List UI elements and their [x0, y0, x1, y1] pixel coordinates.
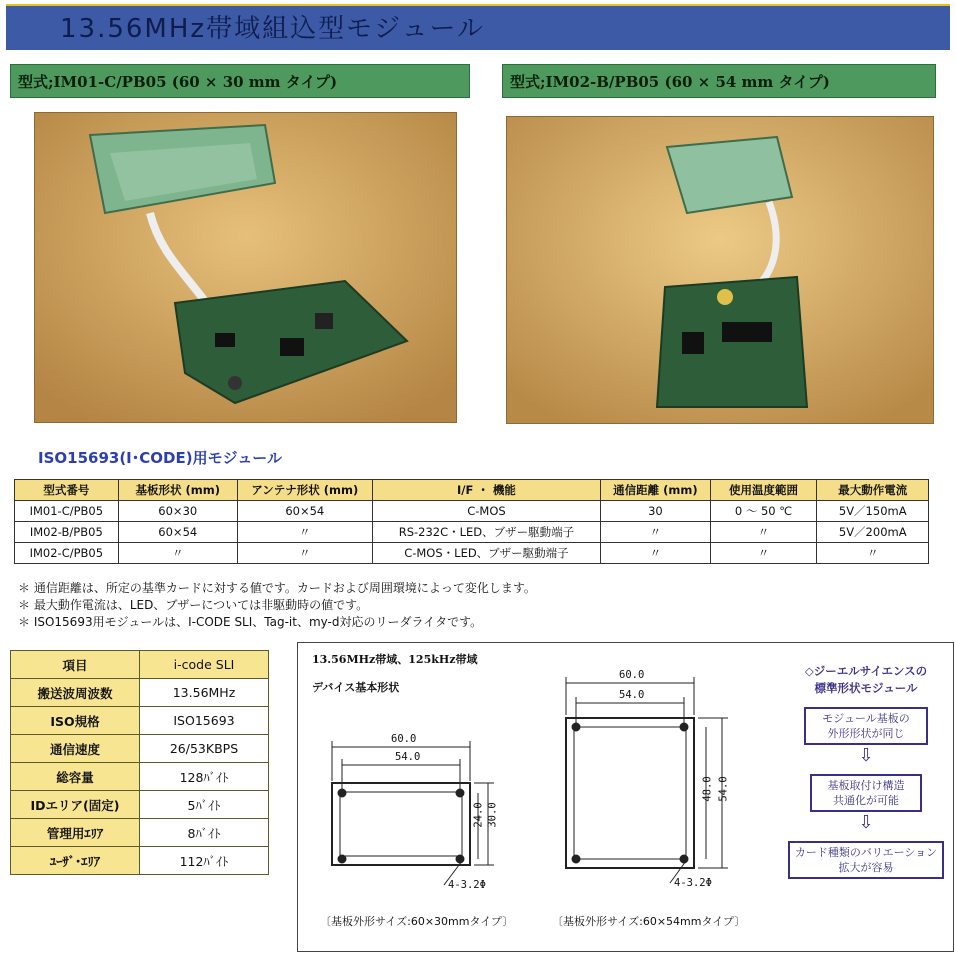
table-cell: 13.56MHz	[140, 679, 269, 707]
small-board-caption: 〔基板外形サイズ:60×30mmタイプ〕	[320, 915, 514, 928]
table-cell: 〃	[237, 543, 372, 564]
flow-panel	[786, 663, 946, 879]
table-row	[11, 763, 269, 791]
diagram-heading: 13.56MHz帯域、125kHz帯域	[312, 653, 478, 666]
icode-header-cell: 項目	[11, 651, 140, 679]
module-photo-im02	[506, 116, 934, 424]
notes	[18, 580, 536, 631]
large-board-outline	[566, 718, 694, 868]
large-board-caption: 〔基板外形サイズ:60×54mmタイプ〕	[552, 915, 746, 928]
flow-box-2-line2: 共通化が可能	[833, 794, 899, 807]
module-photo-im02-drawing	[507, 117, 933, 423]
module-photo-im01	[34, 112, 457, 423]
mount-hole	[456, 789, 464, 797]
dim-small-hole: 4-3.2Φ	[448, 879, 486, 891]
table-cell: 〃	[118, 543, 237, 564]
small-board-inner	[340, 792, 462, 856]
table-row	[15, 543, 929, 564]
table-cell: 〃	[817, 543, 929, 564]
dim-large-height-outer: 54.0	[717, 776, 730, 802]
table-cell: 〃	[710, 543, 817, 564]
table-cell: C-MOS・LED、ブザー駆動端子	[372, 543, 601, 564]
table-cell: 〃	[237, 522, 372, 543]
table-row	[11, 819, 269, 847]
table-row	[11, 791, 269, 819]
table-cell: 60×54	[118, 522, 237, 543]
mount-hole	[338, 855, 346, 863]
table-row	[15, 522, 929, 543]
table-cell: 30	[601, 501, 710, 522]
dimension-drawings	[298, 643, 768, 951]
module-photo-im01-drawing	[35, 113, 456, 422]
note-item: ＊ ISO15693用モジュールは、I-CODE SLI、Tag-it、my-d対応のリーダライタです。	[18, 615, 483, 629]
small-board-outline	[332, 783, 470, 865]
flow-box-1	[804, 707, 928, 745]
dim-small-height-outer: 30.0	[486, 802, 499, 828]
table-cell: IM02-B/PB05	[15, 522, 119, 543]
table-cell: IM01-C/PB05	[15, 501, 119, 522]
table-cell: ﾕｰｻﾞ･ｴﾘｱ	[11, 847, 140, 875]
dim-large-height-inner: 48.0	[701, 776, 714, 802]
mount-hole	[572, 723, 580, 731]
table-cell: 26/53KBPS	[140, 735, 269, 763]
mount-hole	[680, 855, 688, 863]
flow-title-line2: 標準形状モジュール	[814, 681, 918, 695]
spec-header-cell: 型式番号	[15, 480, 119, 501]
table-cell: 60×54	[237, 501, 372, 522]
down-arrow-icon: ⇩	[858, 812, 874, 833]
table-cell: 5ﾊﾞｲﾄ	[140, 791, 269, 819]
spec-table	[14, 479, 929, 564]
table-cell: IDエリア(固定)	[11, 791, 140, 819]
icode-table	[10, 650, 269, 875]
spec-header-cell: 基板形状 (mm)	[118, 480, 237, 501]
spec-header-cell: 最大動作電流	[817, 480, 929, 501]
table-cell: 管理用ｴﾘｱ	[11, 819, 140, 847]
mount-hole	[456, 855, 464, 863]
diagram-subheading: デバイス基本形状	[312, 681, 400, 694]
section-title: ISO15693(I･CODE)用モジュール	[38, 449, 282, 467]
table-cell: 〃	[710, 522, 817, 543]
table-row	[11, 707, 269, 735]
dim-large-hole: 4-3.2Φ	[674, 877, 712, 889]
table-cell: 通信速度	[11, 735, 140, 763]
table-cell: 総容量	[11, 763, 140, 791]
model-label-im02: 型式;IM02-B/PB05 (60 × 54 mm タイプ)	[510, 73, 830, 91]
spec-table-header	[15, 480, 929, 501]
table-cell: 5V／150mA	[817, 501, 929, 522]
page-title: 13.56MHz帯域組込型モジュール	[60, 14, 486, 44]
down-arrow-icon: ⇩	[858, 745, 874, 766]
mount-hole	[572, 855, 580, 863]
flow-box-2	[810, 774, 922, 812]
flow-box-2-line1: 基板取付け構造	[827, 779, 905, 792]
table-row	[11, 735, 269, 763]
dim-small-width-outer: 60.0	[391, 733, 417, 745]
table-row	[15, 501, 929, 522]
table-cell: 128ﾊﾞｲﾄ	[140, 763, 269, 791]
table-cell: C-MOS	[372, 501, 601, 522]
flow-box-3	[788, 841, 944, 879]
note-item: ＊ 通信距離は、所定の基準カードに対する値です。カードおよび周囲環境によって変化します。	[18, 581, 536, 595]
table-cell: 5V／200mA	[817, 522, 929, 543]
dim-small-width-inner: 54.0	[395, 751, 421, 763]
table-cell: IM02-C/PB05	[15, 543, 119, 564]
table-cell: 112ﾊﾞｲﾄ	[140, 847, 269, 875]
flow-title-line1: ◇ジーエルサイエンスの	[804, 664, 928, 678]
mount-hole	[680, 723, 688, 731]
table-cell: 60×30	[118, 501, 237, 522]
table-cell: ISO15693	[140, 707, 269, 735]
dim-large-width-inner: 54.0	[619, 689, 645, 701]
spec-header-cell: 通信距離 (mm)	[601, 480, 710, 501]
table-cell: 0 ～ 50 ℃	[710, 501, 817, 522]
flow-box-3-line1: カード種類のバリエーション	[794, 846, 938, 859]
table-cell: ISO規格	[11, 707, 140, 735]
flow-box-1-line1: モジュール基板の	[822, 712, 910, 725]
table-row	[11, 679, 269, 707]
flow-box-1-line2: 外形形状が同じ	[827, 727, 905, 740]
spec-header-cell: アンテナ形状 (mm)	[237, 480, 372, 501]
flow-box-3-line2: 拡大が容易	[838, 861, 894, 874]
table-cell: 8ﾊﾞｲﾄ	[140, 819, 269, 847]
model-label-im01: 型式;IM01-C/PB05 (60 × 30 mm タイプ)	[18, 73, 338, 91]
table-row	[11, 847, 269, 875]
table-cell: 〃	[601, 522, 710, 543]
mount-hole	[338, 789, 346, 797]
icode-table-header	[11, 651, 269, 679]
table-cell: 〃	[601, 543, 710, 564]
table-cell: 搬送波周波数	[11, 679, 140, 707]
note-item: ＊ 最大動作電流は、LED、ブザーについては非駆動時の値です。	[18, 598, 369, 612]
dimension-diagram-panel	[297, 642, 954, 952]
icode-header-cell: i-code SLI	[140, 651, 269, 679]
spec-header-cell: 使用温度範囲	[710, 480, 817, 501]
table-cell: RS-232C・LED、ブザー駆動端子	[372, 522, 601, 543]
spec-header-cell: I/F ・ 機能	[372, 480, 601, 501]
dim-large-width-outer: 60.0	[619, 669, 645, 681]
dim-small-height-inner: 24.0	[472, 802, 485, 828]
